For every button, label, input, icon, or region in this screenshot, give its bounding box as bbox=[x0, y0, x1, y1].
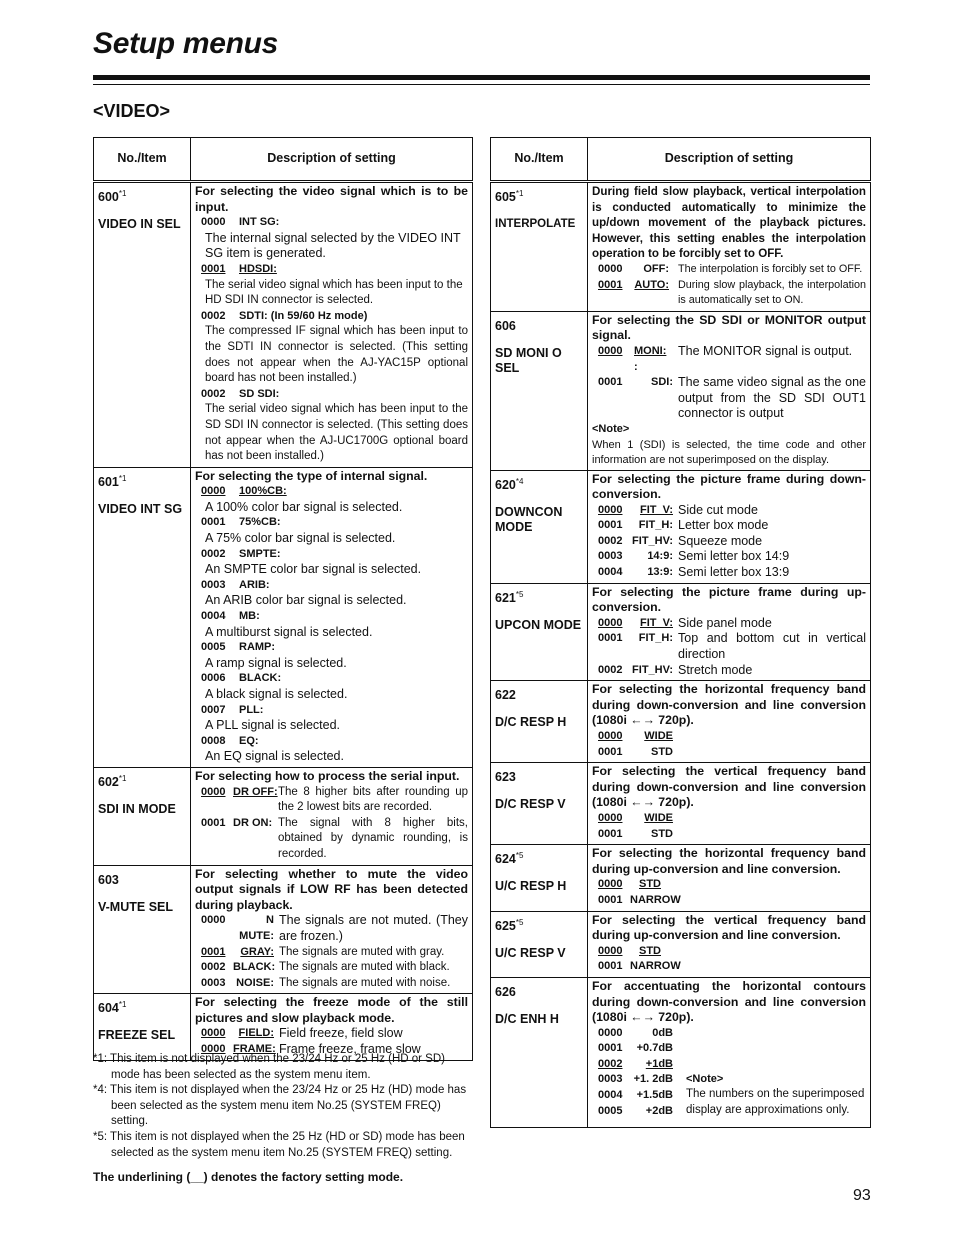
table-row bbox=[491, 681, 871, 763]
item-number-cell: 620$^{*4}$ DOWNCON MODE bbox=[491, 470, 588, 583]
item-number-cell: 603 V-MUTE SEL bbox=[94, 865, 191, 994]
item-number-cell: 604$^{*1}$ FREEZE SEL bbox=[94, 994, 191, 1060]
table-row bbox=[491, 583, 871, 681]
setting-description: For selecting the type of internal signal. bbox=[195, 468, 428, 483]
option-code: 0002 SDTI: (In 59/60 Hz mode) bbox=[201, 309, 368, 322]
setting-description: For selecting the picture frame during down-conversion. bbox=[592, 471, 866, 502]
item-number-cell: 602$^{*1}$ SDI IN MODE bbox=[94, 767, 191, 865]
description-cell: For selecting the picture frame during up-conversion. 0000 FIT_V: Side panel mode 0001 FIT_H: Top and bottom cut in vertical direction 0002 FIT_HV: Stretch mode bbox=[588, 583, 871, 681]
column-header-no: No./Item bbox=[94, 138, 191, 182]
item-name: VIDEO INT SG bbox=[98, 501, 183, 516]
item-name: SD MONI O SEL bbox=[495, 345, 562, 376]
title-rule-thick bbox=[93, 75, 870, 80]
table-row bbox=[491, 182, 871, 312]
item-number-cell: 624$^{*5}$ U/C RESP H bbox=[491, 845, 588, 911]
setting-description: For selecting the SD SDI or MONITOR output signal. bbox=[592, 312, 866, 343]
item-name: DOWNCON MODE bbox=[495, 504, 563, 535]
page-number: 93 bbox=[853, 1187, 871, 1204]
item-name: D/C ENH H bbox=[495, 1011, 559, 1026]
table-row bbox=[491, 763, 871, 845]
description-cell: For selecting the vertical frequency band during down-conversion and line conversion (1080i ←→ 720p). 0000 WIDE 0001 STD bbox=[588, 763, 871, 845]
option-text: The serial video signal which has been input to the HD SDI IN connector is selected. bbox=[205, 278, 463, 307]
table-row bbox=[94, 994, 473, 1060]
table-row bbox=[94, 865, 473, 994]
setting-description: For selecting how to process the serial input. bbox=[195, 768, 460, 783]
setting-description: For selecting the horizontal frequency band during down-conversion and line conversion (1080i ←→ 720p). bbox=[592, 682, 866, 728]
item-name: SDI IN MODE bbox=[98, 801, 176, 816]
column-header-no: No./Item bbox=[491, 138, 588, 182]
item-number-cell: 601$^{*1}$ VIDEO INT SG bbox=[94, 467, 191, 767]
section-heading: <VIDEO> bbox=[93, 101, 171, 121]
table-row bbox=[94, 467, 473, 767]
title-rule-thin bbox=[93, 84, 870, 85]
description-cell: For selecting how to process the serial input. 0000 DR OFF: The 8 higher bits after rounding up the 2 lowest bits are recorded. 0001 DR ON: The signal with 8 higher bits, obtained by dynamic rounding, is recorded. bbox=[191, 767, 473, 865]
table-row bbox=[491, 470, 871, 583]
footnotes bbox=[93, 1052, 475, 1186]
item-number-cell: 600$^{*1}$ VIDEO IN SEL bbox=[94, 182, 191, 468]
setting-description: For selecting the horizontal frequency band during up-conversion and line conversion. bbox=[592, 846, 866, 876]
table-row bbox=[491, 911, 871, 977]
description-cell: For selecting the vertical frequency band during up-conversion and line conversion. 0000 STD 0001 NARROW bbox=[588, 911, 871, 977]
underline-legend: The underlining (__) denotes the factory setting mode. bbox=[93, 1170, 404, 1185]
item-number-cell: 606 SD MONI O SEL bbox=[491, 311, 588, 470]
description-cell: For selecting the horizontal frequency band during down-conversion and line conversion (1080i ←→ 720p). 0000 WIDE 0001 STD bbox=[588, 681, 871, 763]
description-cell: For selecting the picture frame during down-conversion. 0000 FIT_V: Side cut mode 0001 FIT_H: Letter box mode 0002 FIT_HV: Squeeze mode 0003 14:9: Semi letter box 14:9 0004 13:9: Semi letter box 13:9 bbox=[588, 470, 871, 583]
item-name: INTERPOLATE bbox=[495, 218, 576, 230]
setting-description: For selecting the video signal which is to be input. bbox=[195, 184, 468, 214]
item-name: U/C RESP V bbox=[495, 945, 566, 960]
note-text: When 1 (SDI) is selected, the time code and other information are not superimposed on the display. bbox=[592, 438, 866, 466]
item-name: U/C RESP H bbox=[495, 879, 567, 894]
description-cell: For selecting the freeze mode of the still pictures and slow playback mode. 0000 FIELD: Field freeze, field slow 0000 FRAME: Frame freeze, frame slow bbox=[191, 994, 473, 1060]
description-cell: For selecting the SD SDI or MONITOR output signal. 0000 MONI: : The MONITOR signal is output. 0001 SDI: The same video signal as the one output from the SD SDI OUT1 connector is output <Note> When 1 (SDI) is selected, the time code and other information are not superimposed on the display. bbox=[588, 311, 871, 470]
description-cell: For selecting the type of internal signal. 0000 100%CB: A 100% color bar signal is selected. 0001 75%CB: A 75% color bar signal is selected. 0002 SMPTE: An SMPTE color bar signal is selected. 0003 ARIB: An ARIB color bar signal is selected. 0004 MB: A multiburst signal is selected. 0005 RAMP: A ramp signal is selected. 0006 BLACK: A black signal is selected. 0007 PLL: A PLL signal is selected. 0008 EQ: An EQ signal is selected. bbox=[191, 467, 473, 767]
item-number-cell: 623 D/C RESP V bbox=[491, 763, 588, 845]
item-number-cell: 626 D/C ENH H bbox=[491, 977, 588, 1127]
description-cell: For selecting the horizontal frequency band during up-conversion and line conversion. 0000 STD 0001 NARROW bbox=[588, 845, 871, 911]
item-name: VIDEO IN SEL bbox=[98, 217, 181, 231]
right-settings-table bbox=[490, 137, 871, 1128]
item-name: V-MUTE SEL bbox=[98, 899, 174, 914]
setting-description: For selecting the vertical frequency band during up-conversion and line conversion. bbox=[592, 912, 866, 943]
table-row bbox=[491, 977, 871, 1127]
footnote: *4: This item is not displayed when the 23/24 Hz or 25 Hz (HD) mode has been selected as the system menu item No.25 (SYSTEM FREQ) setting. bbox=[93, 1084, 467, 1128]
description-cell: For selecting whether to mute the video output signals if LOW RF has been detected during playback. 0000 N MUTE: The signals are not muted. (They are frozen.) 0001 GRAY: The signals are muted with gray. 0002 BLACK: The signals are muted with black. 0003 NOISE: The signals are muted with noise. bbox=[191, 865, 473, 994]
setting-description: For selecting the picture frame during up-conversion. bbox=[592, 584, 866, 615]
option-text: The serial video signal which has been input to the SD SDI IN connector is selected. (This setting does not appear when the AJ-UC1700G optional board has not been installed.) bbox=[205, 403, 468, 463]
page-title: Setup menus bbox=[93, 27, 279, 60]
table-row bbox=[94, 767, 473, 865]
option-code: 0001 HDSDI: bbox=[201, 262, 277, 275]
setting-description: For selecting whether to mute the video output signals if LOW RF has been detected during playback. bbox=[195, 866, 468, 912]
option-code: 0000 INT SG: bbox=[201, 216, 280, 229]
option-text: The internal signal selected by the VIDEO INT SG item is generated. bbox=[205, 230, 461, 261]
column-header-desc: Description of setting bbox=[191, 138, 473, 182]
item-name: D/C RESP V bbox=[495, 797, 566, 812]
description-cell: During field slow playback, vertical interpolation is conducted automatically to minimize the up/down movement of the playback pictures. However, this setting enables the interpolation operation to be forcibly set to OFF. 0000 OFF: The interpolation is forcibly set to OFF. 0001 AUTO: During slow playback, the interpolation is automatically set to ON. bbox=[588, 182, 871, 312]
left-settings-table bbox=[93, 137, 473, 1061]
item-number-cell: 625$^{*5}$ U/C RESP V bbox=[491, 911, 588, 977]
note-text: The numbers on the superimposed display are approximations only. bbox=[686, 1088, 865, 1116]
table-row bbox=[491, 845, 871, 911]
item-number-cell: 621$^{*5}$ UPCON MODE bbox=[491, 583, 588, 681]
note-label: <Note> bbox=[686, 1072, 724, 1085]
setting-description: For selecting the vertical frequency band during down-conversion and line conversion (1080i ←→ 720p). bbox=[592, 764, 866, 810]
item-name: UPCON MODE bbox=[495, 617, 582, 632]
setting-description: For selecting the freeze mode of the still pictures and slow playback mode. bbox=[195, 995, 468, 1025]
option-code: 0002 SD SDI: bbox=[201, 387, 280, 400]
item-number-cell: 622 D/C RESP H bbox=[491, 681, 588, 763]
column-header-desc: Description of setting bbox=[588, 138, 871, 182]
footnote: *5: This item is not displayed when the 25 Hz (HD or SD) mode has been selected as the system menu item No.25 (SYSTEM FREQ) setting. bbox=[93, 1130, 465, 1159]
table-row bbox=[491, 311, 871, 470]
item-name: D/C RESP H bbox=[495, 715, 567, 730]
setting-description: For accentuating the horizontal contours during down-conversion and line conversion (1080i ←→ 720p). bbox=[592, 978, 866, 1025]
footnote: *1: This item is not displayed when the 23/24 Hz or 25 Hz (HD or SD) mode has been selected as the system menu item. bbox=[93, 1053, 445, 1081]
table-row bbox=[94, 182, 473, 468]
setting-description: During field slow playback, vertical interpolation is conducted automatically to minimize the up/down movement of the playback pictures. However, this setting enables the interpolation operation to be forcibly set to OFF. bbox=[592, 185, 866, 261]
item-name: FREEZE SEL bbox=[98, 1028, 176, 1043]
description-cell bbox=[191, 182, 473, 468]
option-text: The compressed IF signal which has been input to the SDTI IN connector is selected. (This setting does not appear when the AJ-YAC15P optional board has not been installed.) bbox=[205, 325, 468, 385]
note-label: <Note> bbox=[592, 422, 630, 435]
description-cell: For accentuating the horizontal contours during down-conversion and line conversion (1080i ←→ 720p). 0000 0dB 0001 +0.7dB 0002 +1dB 0003 +1. 2dB 0004 +1.5dB 0005 +2dB <Note> The numbers on the superimposed display are approximations only. bbox=[588, 977, 871, 1127]
item-number-cell: 605$^{*1}$ INTERPOLATE bbox=[491, 182, 588, 312]
